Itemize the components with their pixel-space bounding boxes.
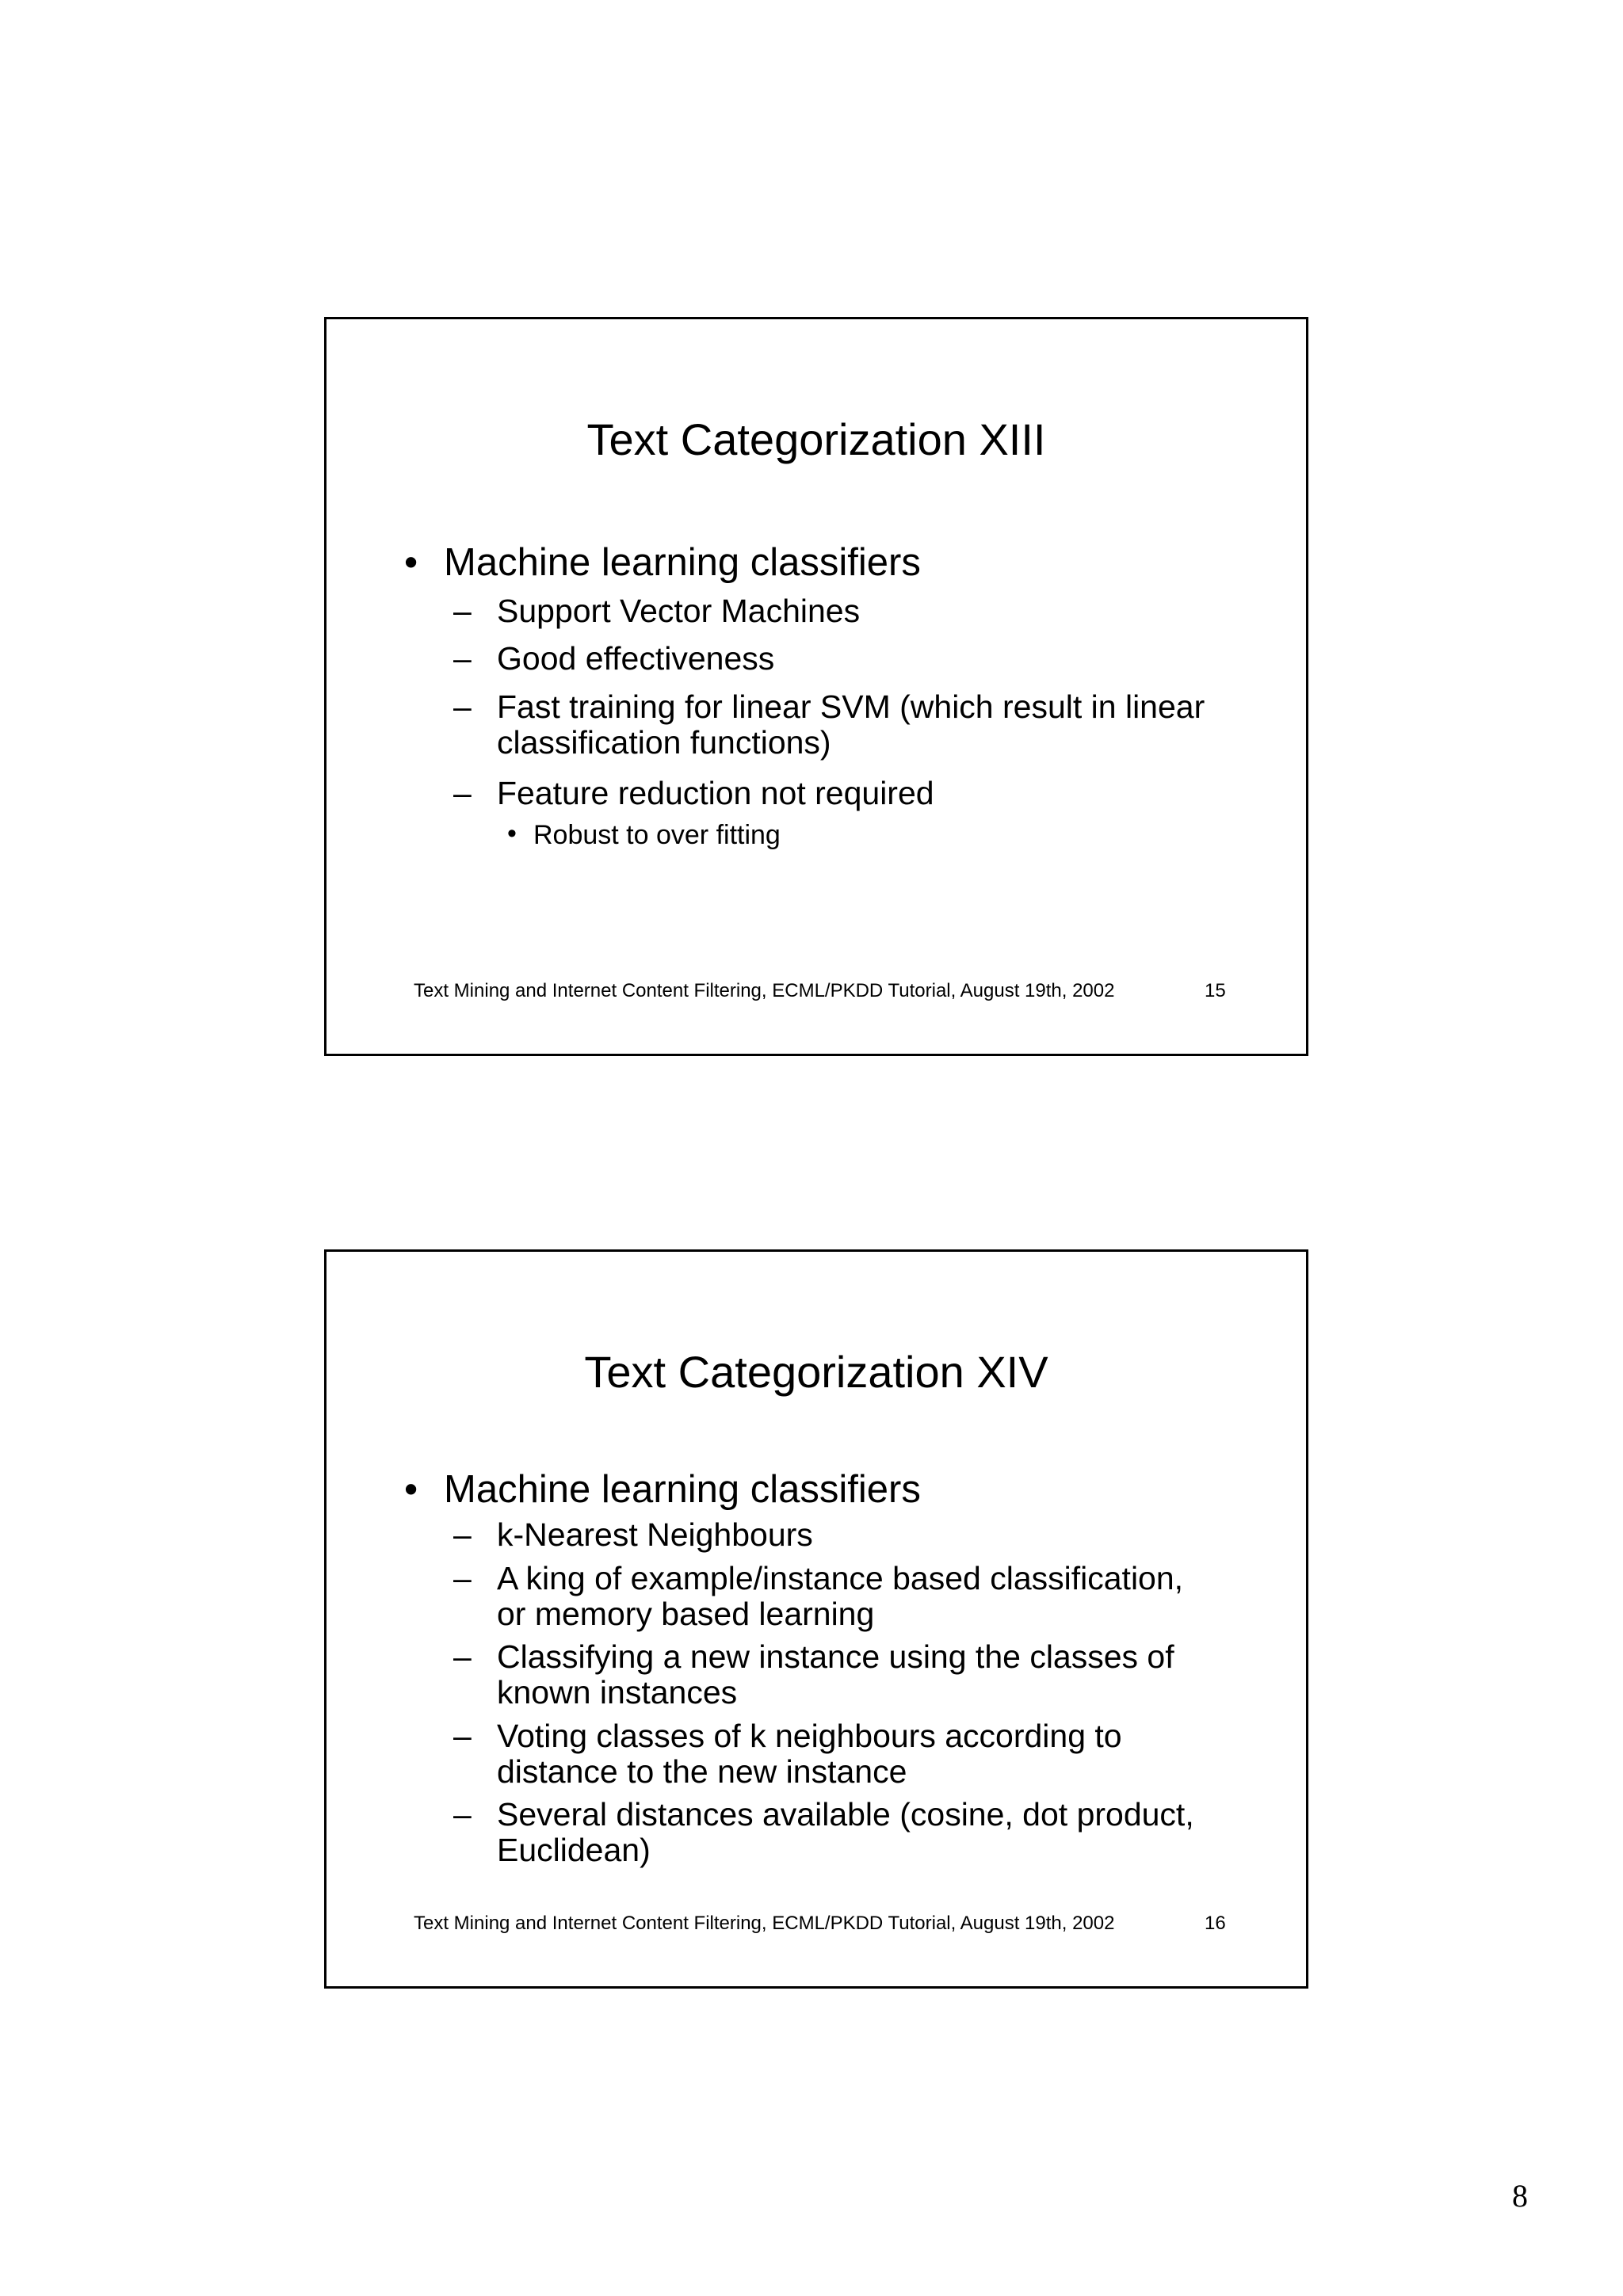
sub-bullet-item	[453, 593, 1214, 629]
sub-bullet-text: Fast training for linear SVM (which result in linear classification functions)	[497, 688, 1205, 761]
slide-15	[324, 317, 1308, 1056]
sub-bullet-text: Good effectiveness	[497, 640, 775, 677]
sub-bullet-text: Several distances available (cosine, dot product, Euclidean)	[497, 1796, 1194, 1868]
slide-footer: Text Mining and Internet Content Filtering, ECML/PKDD Tutorial, August 19th, 2002	[414, 1913, 1115, 1934]
dash-marker: –	[453, 1638, 472, 1675]
sub-bullet-text: Feature reduction not required	[497, 775, 934, 811]
bullet-text: Machine learning classifiers	[444, 1468, 921, 1511]
dash-marker: –	[453, 688, 472, 725]
slide-number: 15	[1205, 980, 1226, 1001]
dash-marker: –	[453, 1516, 472, 1553]
dash-marker: –	[453, 593, 472, 629]
sub-bullet-item	[453, 641, 1214, 677]
slide-16	[324, 1249, 1308, 1989]
slide-title: Text Categorization XIII	[586, 414, 1046, 464]
sub-bullet-item	[453, 1797, 1214, 1868]
dash-marker: –	[453, 640, 472, 677]
dash-marker: –	[453, 775, 472, 811]
bullet-marker: •	[507, 818, 517, 849]
sub-bullet-item	[453, 689, 1214, 761]
sub-bullet-text: A king of example/instance based classification, or memory based learning	[497, 1560, 1184, 1632]
sub-bullet-text: Voting classes of k neighbours according to distance to the new instance	[497, 1718, 1122, 1790]
slide-number: 16	[1205, 1913, 1226, 1934]
sub-bullet-item	[453, 1718, 1214, 1790]
sub-bullet-item	[453, 1561, 1214, 1632]
sub-sub-bullet-text: Robust to over fitting	[533, 820, 781, 850]
page-number: 8	[1512, 2178, 1528, 2214]
sub-bullet-text: Support Vector Machines	[497, 593, 861, 629]
bullet-marker: •	[404, 541, 418, 584]
dash-marker: –	[453, 1718, 472, 1754]
slide-footer: Text Mining and Internet Content Filtering, ECML/PKDD Tutorial, August 19th, 2002	[414, 980, 1115, 1001]
slide-title: Text Categorization XIV	[584, 1347, 1048, 1397]
bullet-marker: •	[404, 1468, 418, 1511]
sub-bullet-item	[453, 1517, 1214, 1553]
sub-bullet-item	[453, 1639, 1214, 1711]
sub-bullet-text: Classifying a new instance using the classes of known instances	[497, 1638, 1174, 1711]
dash-marker: –	[453, 1796, 472, 1833]
sub-bullet-text: k-Nearest Neighbours	[497, 1516, 813, 1553]
bullet-text: Machine learning classifiers	[444, 541, 921, 584]
sub-bullet-item	[453, 776, 1214, 811]
dash-marker: –	[453, 1560, 472, 1596]
